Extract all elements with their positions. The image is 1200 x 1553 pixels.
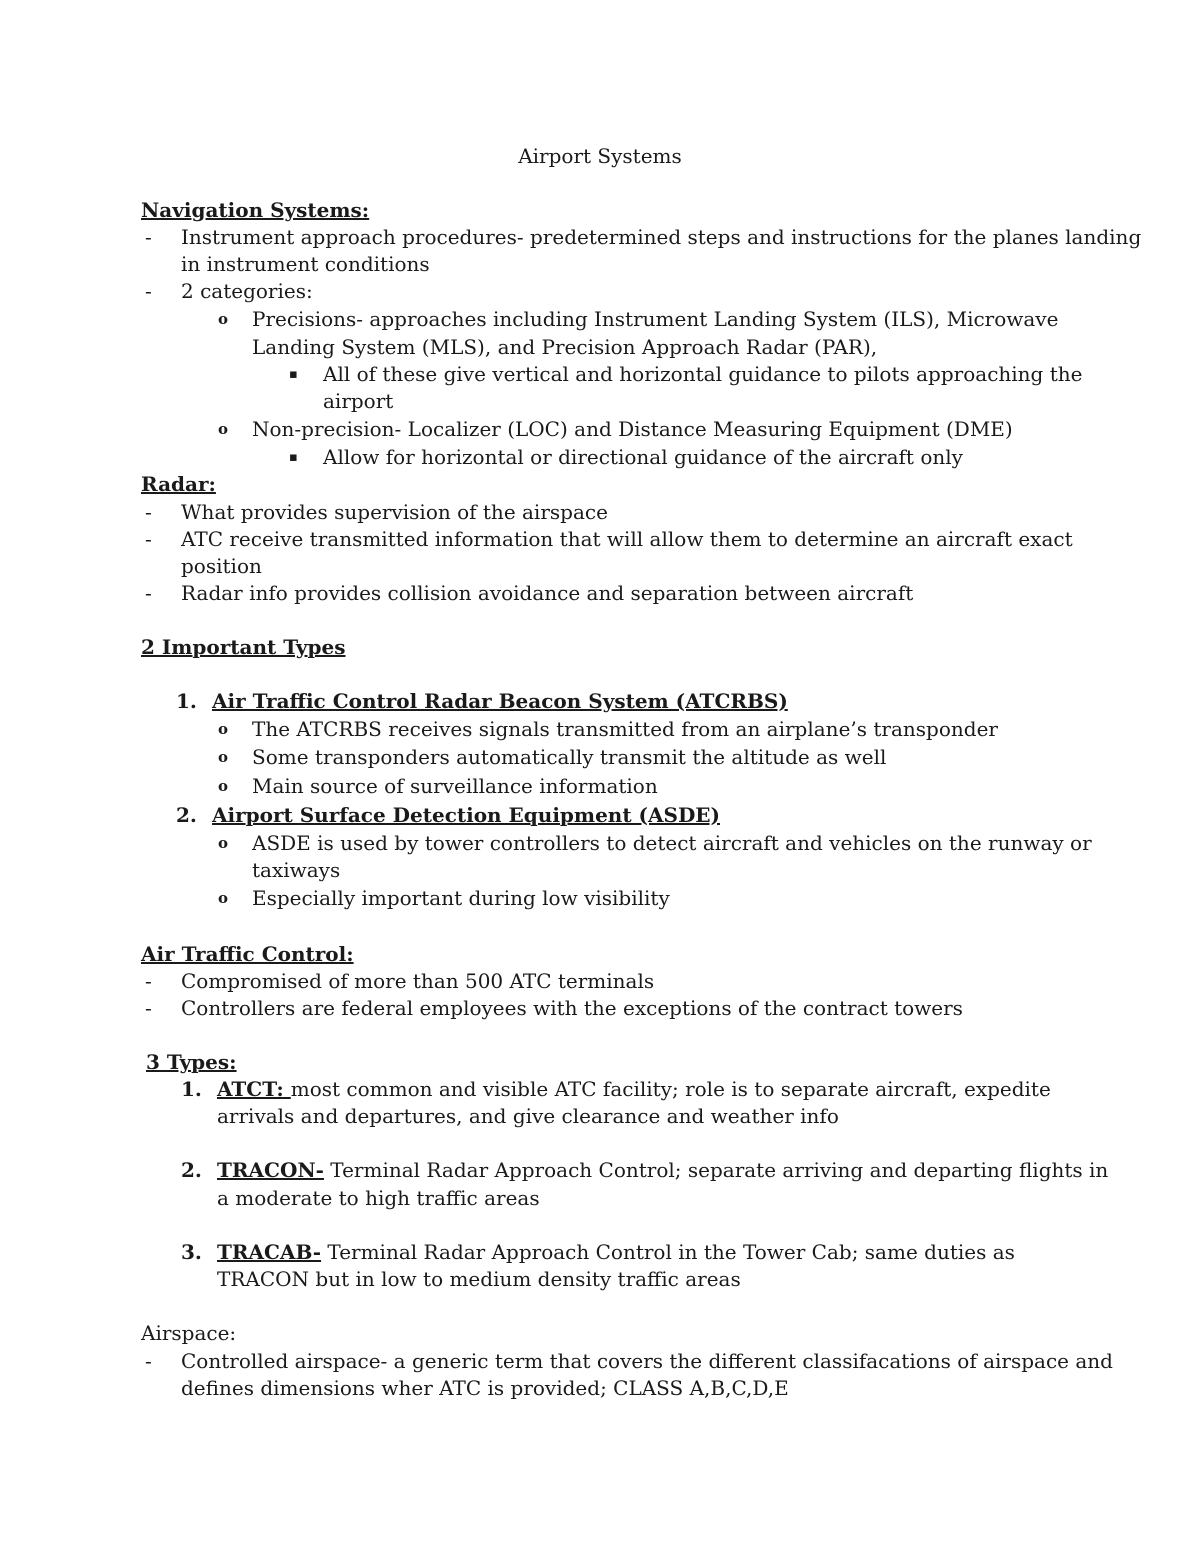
facility-description-continued: arrivals and departures, and give clearance and weather info — [217, 1104, 839, 1128]
dash-bullet: - — [145, 500, 152, 524]
list-item: ATC receive transmitted information that will allow them to determine an aircraft exact — [181, 527, 1073, 551]
dash-bullet: - — [145, 225, 152, 249]
list-number: 1. — [181, 1077, 202, 1101]
dash-bullet: - — [145, 581, 152, 605]
circle-bullet-icon: o — [218, 777, 229, 795]
square-bullet-icon: ▪ — [289, 367, 298, 382]
list-number: 3. — [181, 1240, 202, 1264]
list-item: 2 categories: — [181, 279, 313, 303]
list-item-continued: in instrument conditions — [181, 252, 430, 276]
dash-bullet: - — [145, 969, 152, 993]
radar-type-point-continued: taxiways — [252, 858, 341, 882]
facility-item — [217, 1157, 1108, 1184]
radar-type-point: Some transponders automatically transmit the altitude as well — [252, 745, 887, 769]
list-item: Controlled airspace- a generic term that covers the different classifacations of airspace and — [181, 1349, 1113, 1373]
square-bullet-icon: ▪ — [289, 450, 298, 465]
radar-heading: Radar: — [141, 472, 216, 496]
dash-bullet: - — [145, 996, 152, 1020]
important-types-heading: 2 Important Types — [141, 635, 346, 659]
radar-type-name: Air Traffic Control Radar Beacon System (ATCRBS) — [212, 689, 788, 713]
facility-description: most common and visible ATC facility; role is to separate aircraft, expedite — [290, 1077, 1051, 1101]
atc-heading: Air Traffic Control: — [141, 942, 354, 966]
three-types-heading: 3 Types: — [146, 1050, 237, 1074]
list-item: Compromised of more than 500 ATC terminals — [181, 969, 655, 993]
sub-item: Allow for horizontal or directional guidance of the aircraft only — [323, 445, 963, 469]
radar-type-point: The ATCRBS receives signals transmitted from an airplane’s transponder — [252, 717, 998, 741]
facility-description-continued: TRACON but in low to medium density traffic areas — [217, 1267, 741, 1291]
facility-item — [217, 1076, 1051, 1103]
radar-type-name: Airport Surface Detection Equipment (ASDE) — [212, 803, 721, 827]
circle-bullet-icon: o — [218, 720, 229, 738]
radar-type-point: ASDE is used by tower controllers to detect aircraft and vehicles on the runway or — [252, 831, 1092, 855]
radar-type-point: Especially important during low visibility — [252, 886, 670, 910]
sub-item-continued: airport — [323, 389, 394, 413]
category-item: Non-precision- Localizer (LOC) and Distance Measuring Equipment (DME) — [252, 417, 1013, 441]
category-item-continued: Landing System (MLS), and Precision Approach Radar (PAR), — [252, 335, 878, 359]
facility-name: TRACAB- — [217, 1240, 322, 1264]
document-title: Airport Systems — [518, 144, 682, 168]
list-item: What provides supervision of the airspace — [181, 500, 608, 524]
facility-description: Terminal Radar Approach Control in the Tower Cab; same duties as — [321, 1240, 1015, 1264]
navigation-heading: Navigation Systems: — [141, 198, 370, 222]
facility-name: ATCT: — [217, 1077, 291, 1101]
list-number: 2. — [176, 803, 197, 827]
dash-bullet: - — [145, 1349, 152, 1373]
airspace-heading: Airspace: — [141, 1321, 237, 1345]
circle-bullet-icon: o — [218, 420, 229, 438]
list-number: 2. — [181, 1158, 202, 1182]
list-item: Controllers are federal employees with the exceptions of the contract towers — [181, 996, 963, 1020]
radar-type-point: Main source of surveillance information — [252, 774, 658, 798]
dash-bullet: - — [145, 527, 152, 551]
list-number: 1. — [176, 689, 197, 713]
list-item-continued: position — [181, 554, 262, 578]
sub-item: All of these give vertical and horizontal guidance to pilots approaching the — [323, 362, 1083, 386]
facility-item — [217, 1239, 1015, 1266]
list-item: Instrument approach procedures- predetermined steps and instructions for the planes landing — [181, 225, 1142, 249]
facility-name: TRACON- — [217, 1158, 324, 1182]
facility-description-continued: a moderate to high traffic areas — [217, 1186, 540, 1210]
dash-bullet: - — [145, 279, 152, 303]
list-item: Radar info provides collision avoidance and separation between aircraft — [181, 581, 914, 605]
circle-bullet-icon: o — [218, 310, 229, 328]
circle-bullet-icon: o — [218, 889, 229, 907]
list-item-continued: defines dimensions wher ATC is provided; CLASS A,B,C,D,E — [181, 1376, 789, 1400]
circle-bullet-icon: o — [218, 748, 229, 766]
facility-description: Terminal Radar Approach Control; separate arriving and departing flights in — [323, 1158, 1109, 1182]
category-item: Precisions- approaches including Instrument Landing System (ILS), Microwave — [252, 307, 1059, 331]
circle-bullet-icon: o — [218, 834, 229, 852]
